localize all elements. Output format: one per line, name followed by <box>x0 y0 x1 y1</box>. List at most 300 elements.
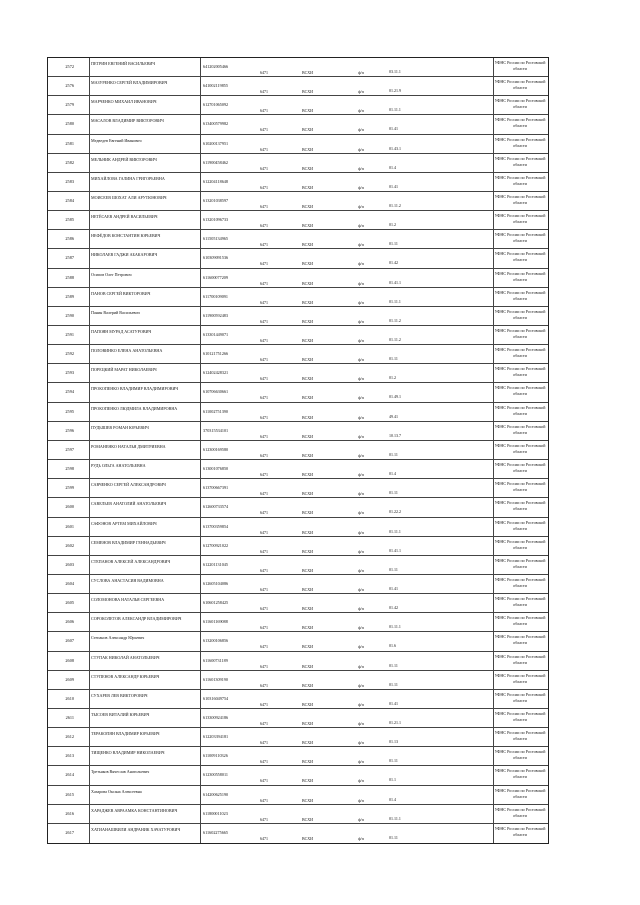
row-number: 2606 <box>65 619 74 625</box>
row-number: 2602 <box>65 542 74 548</box>
category-cell: ВСХИ <box>302 740 314 746</box>
row-number: 2614 <box>65 772 74 778</box>
row-number: 2580 <box>65 121 74 127</box>
code-cell: 6471 <box>260 242 268 248</box>
type-cell: ф/п <box>358 357 364 363</box>
person-name: МАРЧЕНКО МИХАИЛ ИВАНОВИЧ <box>91 99 157 105</box>
table-row <box>48 786 548 805</box>
row-number: 2607 <box>65 638 74 644</box>
person-name: Третьяков Вячеслав Анатольевич <box>91 769 150 775</box>
person-name: СУХАРЕВ ЛЕВ ВИКТОРОВИЧ <box>91 692 148 698</box>
activity-code: 01.49.1 <box>389 394 401 400</box>
code-cell: 6471 <box>260 720 268 726</box>
category-cell: ВСХИ <box>302 682 314 688</box>
tax-id: 641202005466 <box>203 64 229 69</box>
code-cell: 6471 <box>260 204 268 210</box>
table-row <box>48 728 548 747</box>
authority-cell: УФНС России по Ростовской области <box>494 538 546 550</box>
activity-code: 01.41.1 <box>389 279 401 285</box>
code-cell: 6471 <box>260 567 268 573</box>
row-number: 2579 <box>65 102 74 108</box>
authority-cell: УФНС России по Ростовской области <box>494 576 546 588</box>
tax-id: 611600077209 <box>203 274 228 280</box>
category-cell: ВСХИ <box>302 567 314 573</box>
authority-cell: УФНС России по Ростовской области <box>494 194 546 206</box>
activity-code: 01.11 <box>389 758 398 764</box>
type-cell: ф/п <box>358 452 364 458</box>
activity-code: 01.11 <box>389 241 398 247</box>
code-cell: 6471 <box>260 586 268 592</box>
type-cell: ф/п <box>358 586 364 592</box>
table-row <box>48 747 548 766</box>
table-row <box>48 690 548 709</box>
person-name: СТУПАК НИКОЛАЙ АНАТОЛЬЕВИЧ <box>91 654 160 660</box>
row-number: 2608 <box>65 657 74 663</box>
row-number: 2585 <box>65 217 74 223</box>
person-name: Степанов Александр Юрьевич <box>91 635 145 641</box>
code-cell: 6471 <box>260 261 268 267</box>
tax-id: 610121751266 <box>203 351 229 357</box>
row-number: 2592 <box>65 351 74 357</box>
authority-cell: УФНС России по Ростовской области <box>494 519 546 531</box>
row-number: 2576 <box>65 83 74 89</box>
activity-code: 01.42 <box>389 260 398 266</box>
activity-code: 01.11.2 <box>389 203 401 209</box>
tax-id: 611900458462 <box>203 159 228 165</box>
category-cell: ВСХИ <box>302 548 314 554</box>
row-number: 2615 <box>65 791 74 797</box>
authority-cell: УФНС России по Ростовской области <box>494 615 546 627</box>
tax-id: 612600733574 <box>203 504 229 510</box>
activity-code: 01.41.1 <box>389 547 401 553</box>
authority-cell: УФНС России по Ростовской области <box>494 404 546 416</box>
person-name: ХАТИАНАШВИЛИ АНДРАНИК ХАЧАТУРОВИЧ <box>91 826 181 832</box>
person-name: МИХАЙЛОВА ГАЛИНА ГРИГОРЬЕВНА <box>91 175 165 181</box>
authority-cell: УФНС России по Ростовской области <box>494 423 546 435</box>
tax-id: 611900592483 <box>203 312 228 318</box>
tax-id: 610316049754 <box>203 695 229 701</box>
person-name: ПРОКОПЕНКО ВЛАДИМИР ВЛАДИМИРОВИЧ <box>91 386 179 392</box>
type-cell: ф/п <box>358 720 364 726</box>
code-cell: 6471 <box>260 644 268 650</box>
person-name: ПАНОВ СЕРГЕЙ ВИКТОРОВИЧ <box>91 290 151 296</box>
activity-code: 01.22.2 <box>389 509 401 515</box>
type-cell: ф/п <box>358 223 364 229</box>
authority-cell: УФНС России по Ростовской области <box>494 155 546 167</box>
authority-cell: УФНС России по Ростовской области <box>494 270 546 282</box>
tax-id: 612300169580 <box>203 446 229 452</box>
row-number: 2590 <box>65 312 74 318</box>
authority-cell: УФНС России по Ростовской области <box>494 347 546 359</box>
person-name: МАСАЛОВ ВЛАДИМИР ВИКТОРОВИЧ <box>91 118 164 124</box>
table-row <box>48 671 548 690</box>
type-cell: ф/п <box>358 759 364 765</box>
type-cell: ф/п <box>358 606 364 612</box>
row-number: 2589 <box>65 293 74 299</box>
activity-code: 01.11.1 <box>389 624 401 630</box>
category-cell: ВСХИ <box>302 759 314 765</box>
table-row <box>48 249 548 268</box>
tax-id: 612204118648 <box>203 178 228 184</box>
code-cell: 6471 <box>260 491 268 497</box>
row-number: 2612 <box>65 734 74 740</box>
category-cell: ВСХИ <box>302 127 314 133</box>
category-cell: ВСХИ <box>302 357 314 363</box>
row-number: 2617 <box>65 829 74 835</box>
activity-code: 01.41 <box>389 585 398 591</box>
code-cell: 6471 <box>260 625 268 631</box>
code-cell: 6471 <box>260 433 268 439</box>
activity-code: 01.11.1 <box>389 298 401 304</box>
category-cell: ВСХИ <box>302 452 314 458</box>
authority-cell: УФНС России по Ростовской области <box>494 691 546 703</box>
person-name: НИКОЛАЕВ ГАДЖИ АБАКАРОВИЧ <box>91 252 158 258</box>
row-number: 2605 <box>65 600 74 606</box>
person-name: САВЧЕНКО СЕРГЕЙ АЛЕКСАНДРОВИЧ <box>91 482 166 488</box>
authority-cell: УФНС России по Ростовской области <box>494 213 546 225</box>
code-cell: 6471 <box>260 816 268 822</box>
row-number: 2586 <box>65 236 74 242</box>
type-cell: ф/п <box>358 797 364 803</box>
person-name: ТИЩЕНКО ВЛАДИМИР НИКОЛАЕВИЧ <box>91 750 165 756</box>
tax-id: 613700359854 <box>203 523 229 529</box>
authority-cell: УФНС России по Ростовской области <box>494 308 546 320</box>
row-number: 2591 <box>65 332 74 338</box>
activity-code: 01.11 <box>389 356 398 362</box>
person-name: ПОЛОВИНКО ЕЛЕНА АНАТОЛЬЕВНА <box>91 348 163 354</box>
code-cell: 6471 <box>260 299 268 305</box>
tax-id: 611800011023 <box>203 810 228 816</box>
table-row <box>48 58 548 77</box>
category-cell: ВСХИ <box>302 376 314 382</box>
person-name: ТЕРАКОПЯН ВЛАДИМИР ЮРЬЕВИЧ <box>91 731 160 737</box>
category-cell: ВСХИ <box>302 204 314 210</box>
code-cell: 6471 <box>260 701 268 707</box>
category-cell: ВСХИ <box>302 318 314 324</box>
row-number: 2587 <box>65 255 74 261</box>
authority-cell: УФНС России по Ростовской области <box>494 251 546 263</box>
tax-id: 611002751390 <box>203 408 228 414</box>
tax-id: 614200625190 <box>203 791 229 797</box>
activity-code: 01.1 <box>389 777 396 783</box>
category-cell: ВСХИ <box>302 720 314 726</box>
person-name: МАЗУРЕНКО СЕРГЕЙ ВЛАДИМИРОВИЧ <box>91 80 168 86</box>
activity-code: 01.21.1 <box>389 719 401 725</box>
table-row <box>48 422 548 441</box>
person-name: Медведев Евгений Иванович <box>91 137 142 143</box>
category-cell: ВСХИ <box>302 644 314 650</box>
type-cell: ф/п <box>358 108 364 114</box>
person-name: ПУДЫШЕВ РОМАН ЮРЬЕВИЧ <box>91 424 149 430</box>
tax-id: 612605104086 <box>203 580 229 586</box>
category-cell: ВСХИ <box>302 816 314 822</box>
activity-code: 01.11 <box>389 566 398 572</box>
table-row <box>48 364 548 383</box>
category-cell: ВСХИ <box>302 223 314 229</box>
activity-code: 01.11.1 <box>389 528 401 534</box>
type-cell: ф/п <box>358 395 364 401</box>
person-name: СТЕПАНОВ АЛЕКСЕЙ АЛЕКСАНДРОВИЧ <box>91 558 171 564</box>
activity-code: 01.11.1 <box>389 815 401 821</box>
code-cell: 6471 <box>260 452 268 458</box>
authority-cell: УФНС России по Ростовской области <box>494 730 546 742</box>
category-cell: ВСХИ <box>302 797 314 803</box>
authority-cell: УФНС России по Ростовской области <box>494 825 546 837</box>
authority-cell: УФНС России по Ростовской области <box>494 596 546 608</box>
activity-code: 01.13 <box>389 739 398 745</box>
authority-cell: УФНС России по Ростовской области <box>494 787 546 799</box>
code-cell: 6471 <box>260 357 268 363</box>
person-name: ТЫСОЕВ ВИТАЛИЙ ЮРЬЕВИЧ <box>91 711 150 717</box>
code-cell: 6471 <box>260 548 268 554</box>
code-cell: 6471 <box>260 740 268 746</box>
person-name: СЕМЕНОВ ВЛАДИМИР ГЕННАДЬЕВИЧ <box>91 539 166 545</box>
tax-id: 611700109091 <box>203 293 228 299</box>
tax-id: 612300558011 <box>203 772 228 778</box>
type-cell: ф/п <box>358 510 364 516</box>
table-row <box>48 115 548 134</box>
authority-cell: УФНС России по Ростовской области <box>494 366 546 378</box>
authority-cell: УФНС России по Ростовской области <box>494 136 546 148</box>
type-cell: ф/п <box>358 299 364 305</box>
code-cell: 6471 <box>260 146 268 152</box>
code-cell: 6471 <box>260 376 268 382</box>
activity-code: 01.41 <box>389 183 398 189</box>
row-number: 2596 <box>65 427 74 433</box>
type-cell: ф/п <box>358 529 364 535</box>
table-row <box>48 824 548 843</box>
person-name: СУСЛОВА АНАСТАСИЯ ВАДИМОВНА <box>91 577 164 583</box>
person-name: РОМАНЕНКО НАТАЛЬЯ ДМИТРИЕВНА <box>91 443 166 449</box>
code-cell: 6471 <box>260 184 268 190</box>
type-cell: ф/п <box>358 663 364 669</box>
category-cell: ВСХИ <box>302 433 314 439</box>
row-number: 2613 <box>65 753 74 759</box>
type-cell: ф/п <box>358 701 364 707</box>
table-row <box>48 96 548 115</box>
code-cell: 6471 <box>260 165 268 171</box>
category-cell: ВСХИ <box>302 299 314 305</box>
type-cell: ф/п <box>358 414 364 420</box>
authority-cell: УФНС России по Ростовской области <box>494 232 546 244</box>
type-cell: ф/п <box>358 127 364 133</box>
person-name: ПРОКОПЕНКО ЛЮДМИЛА ВЛАДИМИРОВНА <box>91 405 178 411</box>
person-name: Хазарова Оксана Алексеевна <box>91 788 142 794</box>
table-row <box>48 403 548 422</box>
tax-id: 613700667391 <box>203 485 229 491</box>
activity-code: 01.11 <box>389 451 398 457</box>
table-row <box>48 345 548 364</box>
row-number: 2597 <box>65 446 74 452</box>
person-name: Осипов Олег Петрович <box>91 271 132 277</box>
tax-id: 611602275665 <box>203 829 228 835</box>
table-row <box>48 211 548 230</box>
table-row <box>48 479 548 498</box>
code-cell: 6471 <box>260 395 268 401</box>
type-cell: ф/п <box>358 567 364 573</box>
category-cell: ВСХИ <box>302 835 314 841</box>
person-name: ПЕТРИН ЕВГЕНИЙ ВАСИЛЬЕВИЧ <box>91 61 156 66</box>
tax-id: 613200106856 <box>203 638 229 644</box>
authority-cell: УФНС России по Ростовской области <box>494 634 546 646</box>
row-number: 2588 <box>65 274 74 280</box>
type-cell: ф/п <box>358 242 364 248</box>
person-name: СОРОКОЛЕТОВ АЛЕКСАНДР ВЛАДИМИРОВИЧ <box>91 616 182 622</box>
code-cell: 6471 <box>260 70 268 75</box>
tax-id: 610601258425 <box>203 600 229 606</box>
type-cell: ф/п <box>358 338 364 344</box>
activity-code: 01.41 <box>389 700 398 706</box>
activity-code: 01.11.2 <box>389 337 401 343</box>
tax-id: 641002119855 <box>203 83 228 89</box>
table-row <box>48 805 548 824</box>
row-number: 2584 <box>65 198 74 204</box>
type-cell: ф/п <box>358 184 364 190</box>
table-row <box>48 766 548 785</box>
table-row <box>48 307 548 326</box>
row-number: 2611 <box>65 714 74 720</box>
row-number: 2616 <box>65 810 74 816</box>
category-cell: ВСХИ <box>302 778 314 784</box>
category-cell: ВСХИ <box>302 663 314 669</box>
category-cell: ВСХИ <box>302 510 314 516</box>
row-number: 2599 <box>65 485 74 491</box>
table-row <box>48 230 548 249</box>
authority-cell: УФНС России по Ростовской области <box>494 60 546 71</box>
row-number: 2603 <box>65 561 74 567</box>
activity-code: 01.11.1 <box>389 107 401 113</box>
category-cell: ВСХИ <box>302 491 314 497</box>
category-cell: ВСХИ <box>302 395 314 401</box>
category-cell: ВСХИ <box>302 606 314 612</box>
type-cell: ф/п <box>358 204 364 210</box>
authority-cell: УФНС России по Ростовской области <box>494 672 546 684</box>
table-row <box>48 498 548 517</box>
table-row <box>48 460 548 479</box>
tax-id: 610309091536 <box>203 255 229 261</box>
row-number: 2600 <box>65 504 74 510</box>
code-cell: 6471 <box>260 89 268 95</box>
authority-cell: УФНС России по Ростовской области <box>494 806 546 818</box>
category-cell: ВСХИ <box>302 280 314 286</box>
activity-code: 49.41 <box>389 413 398 419</box>
activity-code: 01.43.1 <box>389 145 401 151</box>
table-row <box>48 269 548 288</box>
table-row <box>48 135 548 154</box>
category-cell: ВСХИ <box>302 529 314 535</box>
category-cell: ВСХИ <box>302 338 314 344</box>
activity-code: 01.11 <box>389 490 398 496</box>
activity-code: 01.4 <box>389 796 396 802</box>
category-cell: ВСХИ <box>302 165 314 171</box>
code-cell: 6471 <box>260 682 268 688</box>
category-cell: ВСХИ <box>302 242 314 248</box>
authority-cell: УФНС России по Ростовской области <box>494 289 546 301</box>
type-cell: ф/п <box>358 548 364 554</box>
code-cell: 6471 <box>260 223 268 229</box>
code-cell: 6471 <box>260 835 268 841</box>
type-cell: ф/п <box>358 165 364 171</box>
activity-code: 03.11.1 <box>389 69 401 74</box>
tax-id: 612201131045 <box>203 561 228 567</box>
code-cell: 6471 <box>260 663 268 669</box>
tax-id: 370315534101 <box>203 427 229 433</box>
table-row <box>48 652 548 671</box>
type-cell: ф/п <box>358 816 364 822</box>
type-cell: ф/п <box>358 261 364 267</box>
row-number: 2583 <box>65 178 74 184</box>
table-row <box>48 518 548 537</box>
person-name: САФОНОВ АРТЕМ МИХАЙЛОВИЧ <box>91 520 157 526</box>
activity-code: 01.41 <box>389 126 398 132</box>
table-row <box>48 594 548 613</box>
type-cell: ф/п <box>358 491 364 497</box>
row-number: 2610 <box>65 695 74 701</box>
authority-cell: УФНС России по Ростовской области <box>494 328 546 340</box>
table-row <box>48 173 548 192</box>
row-number: 2582 <box>65 159 74 165</box>
person-name: НЕТЁСАЕВ АНДРЕЙ ВАСИЛЬЕВИЧ <box>91 214 158 220</box>
authority-cell: УФНС России по Ростовской области <box>494 768 546 780</box>
code-cell: 6471 <box>260 318 268 324</box>
row-number: 2609 <box>65 676 74 682</box>
code-cell: 6471 <box>260 778 268 784</box>
authority-cell: УФНС России по Ростовской области <box>494 500 546 512</box>
tax-id: 610706630661 <box>203 389 229 395</box>
type-cell: ф/п <box>358 146 364 152</box>
type-cell: ф/п <box>358 280 364 286</box>
activity-code: 01.11 <box>389 834 398 840</box>
person-name: СОЛОМОНОВА НАТАЛЬЯ СЕРГЕЕВНА <box>91 597 165 603</box>
category-cell: ВСХИ <box>302 261 314 267</box>
tax-id: 611600731189 <box>203 657 228 663</box>
type-cell: ф/п <box>358 835 364 841</box>
category-cell: ВСХИ <box>302 701 314 707</box>
authority-cell: УФНС России по Ростовской области <box>494 442 546 454</box>
tax-id: 613301449071 <box>203 332 229 338</box>
table-row <box>48 192 548 211</box>
tax-id: 612701065092 <box>203 102 229 108</box>
type-cell: ф/п <box>358 778 364 784</box>
type-cell: ф/п <box>358 70 364 75</box>
person-name: СТУПЕНОВ АЛЕКСАНДР ЮРЬЕВИЧ <box>91 673 160 679</box>
person-name: САВЕЛЬЕВ АНАТОЛИЙ АНАТОЛЬЕВИЧ <box>91 501 167 507</box>
authority-cell: УФНС России по Ростовской области <box>494 462 546 474</box>
type-cell: ф/п <box>358 472 364 478</box>
row-number: 2601 <box>65 523 74 529</box>
tax-id: 612402428321 <box>203 370 229 376</box>
activity-code: 10.13.7 <box>389 432 401 438</box>
row-number: 2595 <box>65 408 74 414</box>
category-cell: ВСХИ <box>302 184 314 190</box>
table-row <box>48 326 548 345</box>
tax-id: 611009110326 <box>203 753 228 759</box>
category-cell: ВСХИ <box>302 89 314 95</box>
code-cell: 6471 <box>260 510 268 516</box>
table-row <box>48 77 548 96</box>
row-number: 2594 <box>65 389 74 395</box>
authority-cell: УФНС России по Ростовской области <box>494 749 546 761</box>
type-cell: ф/п <box>358 644 364 650</box>
tax-id: 613400579982 <box>203 121 229 127</box>
authority-cell: УФНС России по Ростовской области <box>494 98 546 110</box>
activity-code: 01.42 <box>389 605 398 611</box>
person-name: МОИСЕЕВ ШОХАТ АЛИ АРУТЮНОВИЧ <box>91 195 167 201</box>
authority-cell: УФНС России по Ростовской области <box>494 557 546 569</box>
table-row <box>48 613 548 632</box>
register-table <box>47 57 549 844</box>
category-cell: ВСХИ <box>302 472 314 478</box>
